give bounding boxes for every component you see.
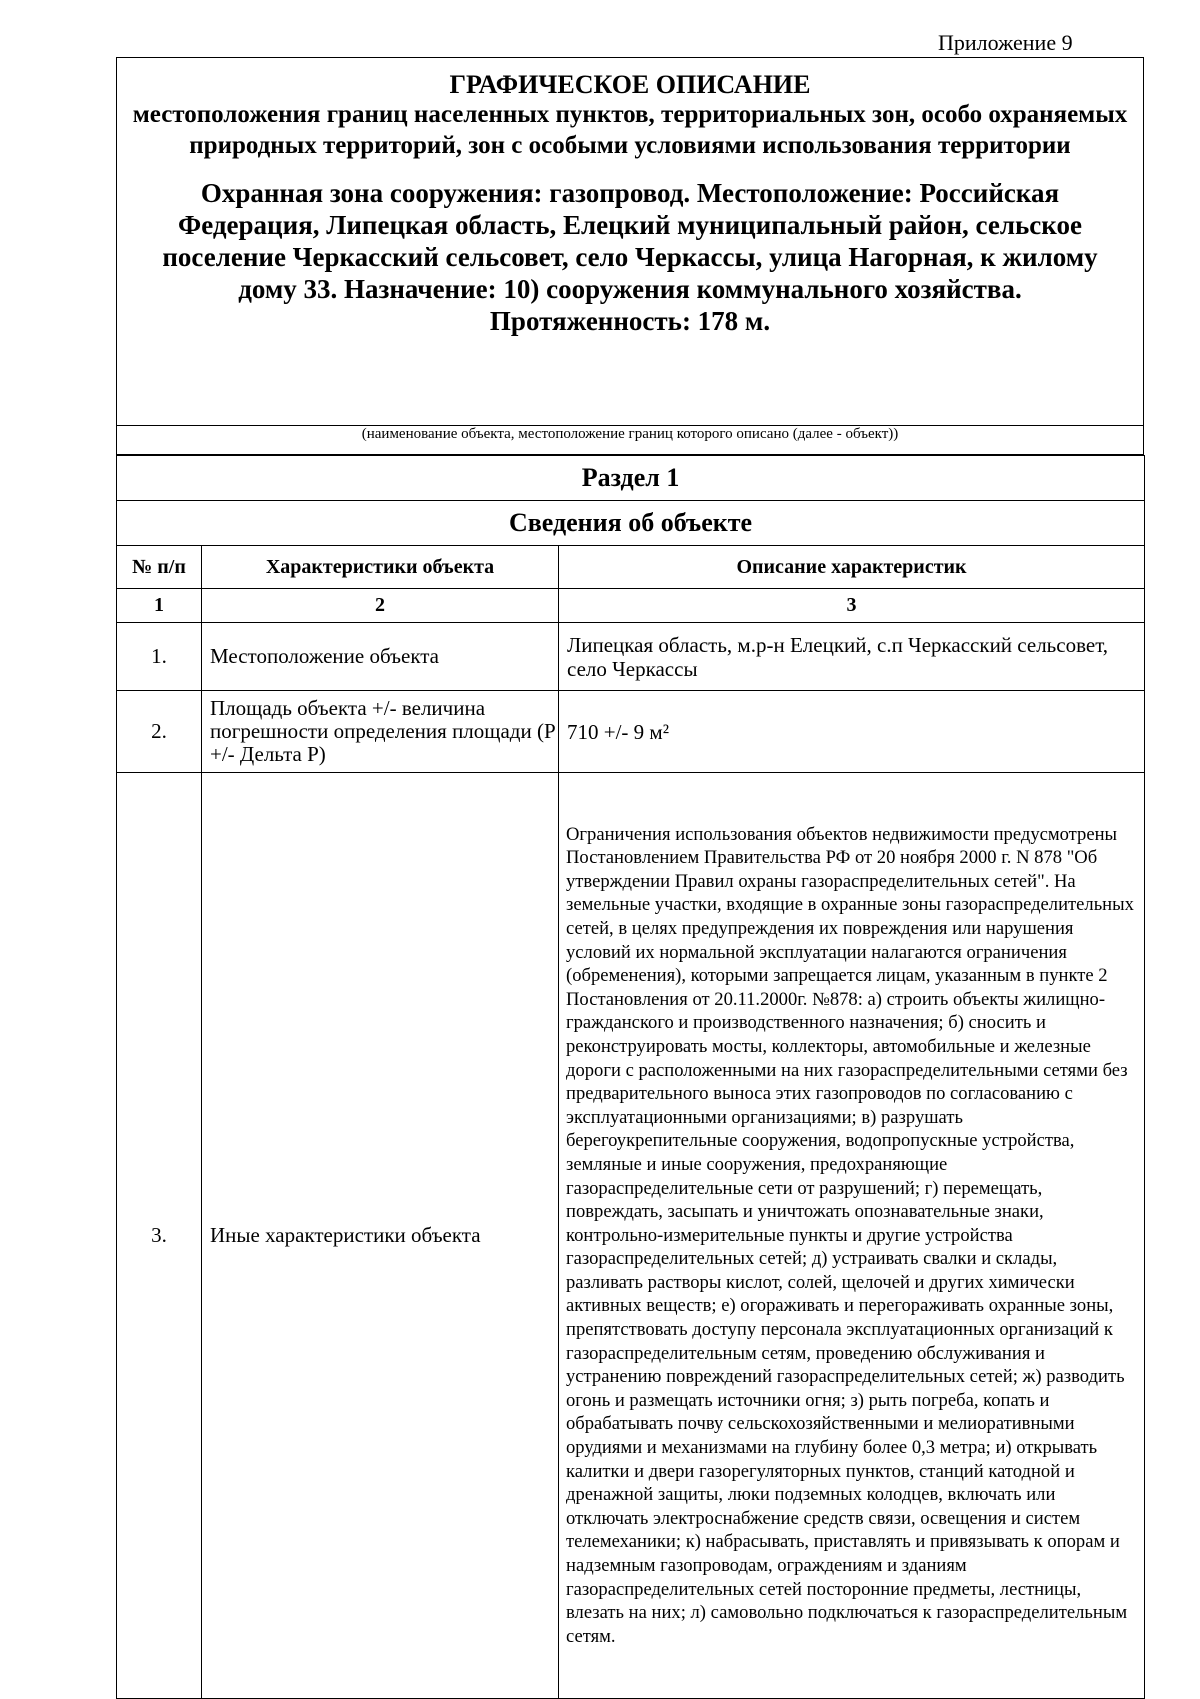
document-title: ГРАФИЧЕСКОЕ ОПИСАНИЕ	[449, 70, 811, 99]
table-row	[117, 691, 1145, 773]
row-description: Ограничения использования объектов недвижимости предусмотрены Постановлением Правительства РФ от 20 ноября 2000 г. N 878 "Об утверждении Правил охраны газораспределительных сетей". На земельные участки, входящие в охранные зоны газораспределительных сетей, в целях предупреждения их повреждения или нарушения условий их нормальной эксплуатации налагаются ограничения (обременения), которыми запрещается лицам, указанным в пункте 2 Постановления от 20.11.2000г. №878: а) строить объекты жилищно-гражданского и производственного назначения; б) сносить и реконструировать мосты, коллекторы, автомобильные и железные дороги с расположенными на них газораспределительными сетями без предварительного выноса этих газопроводов по согласованию с эксплуатационными организациями; в) разрушать берегоукрепительные сооружения, водопропускные устройства, земляные и иные сооружения, предохраняющие газораспределительные сети от разрушений; г) перемещать, повреждать, засыпать и уничтожать опознавательные знаки, контрольно-измерительные пункты и другие устройства газораспределительных сетей; д) устраивать свалки и склады, разливать растворы кислот, солей, щелочей и других химически активных веществ; е) огораживать и перегораживать охранные зоны, препятствовать доступу персонала эксплуатационных организаций к газораспределительным сетям, проведению обслуживания и устранению повреждений газораспределительных сетей; ж) разводить огонь и размещать источники огня; з) рыть погреба, копать и обрабатывать почву сельскохозяйственными и мелиоративными орудиями и механизмами на глубину более 0,3 метра; и) открывать калитки и двери газорегуляторных пунктов, станций катодной и дренажной защиты, люки подземных колодцев, включать или отключать электроснабжение средств связи, освещения и систем телемеханики; к) набрасывать, приставлять и привязывать к опорам и надземным газопроводам, ограждениям и зданиям газораспределительных сетей посторонние предметы, лестницы, влезать на них; л) самовольно подключаться к газораспределительным сетям.	[559, 773, 1145, 1699]
table-row	[117, 623, 1145, 691]
row-number: 2.	[117, 691, 202, 773]
table-header-row	[117, 546, 1145, 589]
row-characteristic: Площадь объекта +/- величина погрешности определения площади (Р +/- Дельта Р)	[202, 691, 559, 773]
row-characteristic: Иные характеристики объекта	[202, 773, 559, 1699]
row-characteristic: Местоположение объекта	[202, 623, 559, 691]
section-subtitle-row	[117, 501, 1145, 546]
column-number-2: 2	[202, 589, 559, 623]
object-info-table	[116, 455, 1145, 1699]
document-header	[116, 57, 1144, 455]
row-number: 1.	[117, 623, 202, 691]
object-name: Охранная зона сооружения: газопровод. Местоположение: Российская Федерация, Липецкая область, Елецкий муниципальный район, сельское поселение Черкасский сельсовет, село Черкассы, улица Нагорная, к жилому дому 33. Назначение: 10) сооружения коммунального хозяйства. Протяженность: 178 м.	[162, 178, 1098, 336]
document-subtitle: местоположения границ населенных пунктов, территориальных зон, особо охраняемых природных территорий, зон с особыми условиями использования территории	[132, 101, 1128, 159]
table-row	[117, 773, 1145, 1699]
column-number-1: 1	[117, 589, 202, 623]
column-number-3: 3	[559, 589, 1145, 623]
header-number: № п/п	[117, 546, 202, 589]
row-description: Липецкая область, м.р-н Елецкий, с.п Черкасский сельсовет, село Черкассы	[559, 623, 1145, 691]
section-title: Раздел 1	[117, 456, 1145, 501]
column-number-row	[117, 589, 1145, 623]
row-number: 3.	[117, 773, 202, 1699]
row-description: 710 +/- 9 м²	[559, 691, 1145, 773]
section-title-row	[117, 456, 1145, 501]
section-subtitle: Сведения об объекте	[117, 501, 1145, 546]
header-description: Описание характеристик	[559, 546, 1145, 589]
appendix-label: Приложение 9	[938, 30, 1073, 55]
header-characteristic: Характеристики объекта	[202, 546, 559, 589]
object-name-caption: (наименование объекта, местоположение границ которого описано (далее - объект))	[361, 426, 899, 442]
